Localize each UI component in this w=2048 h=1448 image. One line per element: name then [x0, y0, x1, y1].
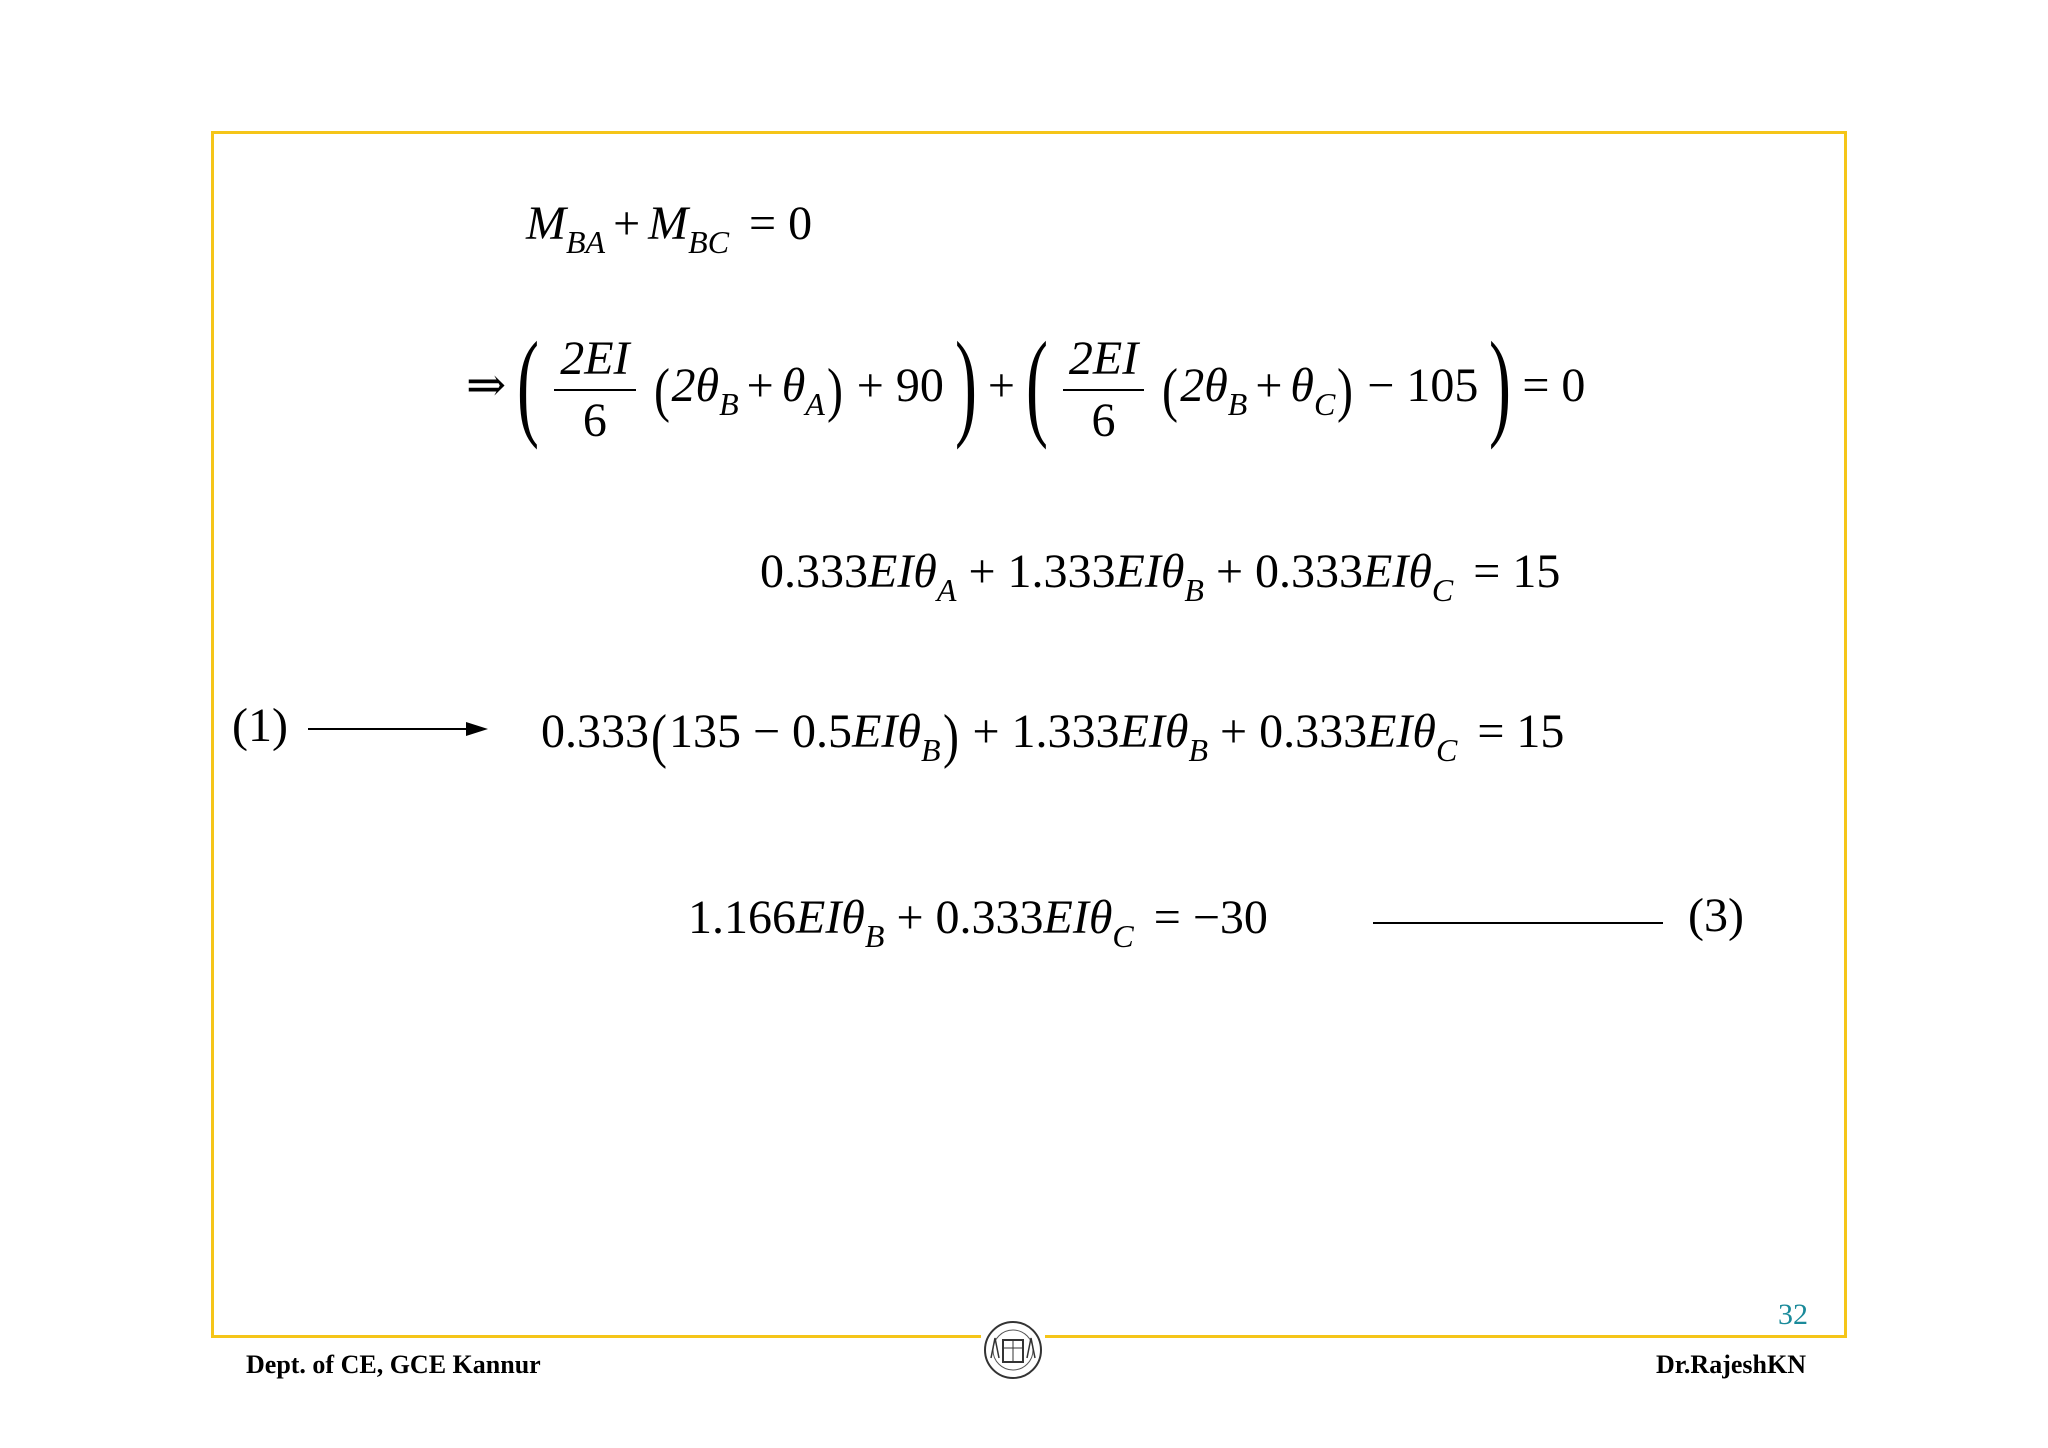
variable: EIθ: [1119, 705, 1189, 759]
coefficient: + 1.333: [972, 705, 1120, 759]
fraction-numerator: 2EI: [554, 335, 635, 391]
coefficient: + 0.333: [1220, 705, 1368, 759]
fraction-denominator: 6: [582, 394, 607, 447]
coefficient: 0.333: [760, 545, 868, 598]
close-paren: ): [1337, 357, 1354, 423]
open-paren: (: [1025, 317, 1048, 450]
equation-combined: [760, 545, 1568, 608]
close-paren: ): [826, 357, 843, 423]
equation-expanded: [466, 317, 1586, 450]
operator: +: [613, 197, 641, 250]
subscript: B: [920, 732, 941, 769]
inner-expression: 135 − 0.5: [668, 705, 853, 759]
subscript: C: [1313, 386, 1336, 423]
subscript: A: [805, 386, 825, 423]
theta: θ: [1290, 359, 1314, 413]
college-logo-icon: [981, 1318, 1045, 1382]
fraction: [554, 332, 635, 447]
fraction-denominator: 6: [1091, 394, 1116, 447]
subscript: B: [864, 918, 885, 954]
open-paren: (: [1162, 357, 1179, 423]
coefficient: + 0.333: [1215, 545, 1364, 598]
page-number: 32: [1778, 1298, 1808, 1331]
footer-department: Dept. of CE, GCE Kannur: [246, 1350, 541, 1379]
rhs: = −30: [1153, 891, 1268, 944]
subscript: B: [1188, 732, 1208, 769]
close-paren: ): [954, 317, 977, 450]
coefficient: 0.333: [541, 705, 649, 759]
equation-moment-sum: [526, 197, 820, 260]
close-paren: ): [1489, 317, 1512, 450]
symbol-m: M: [526, 197, 566, 250]
subscript: C: [1431, 572, 1454, 608]
subscript: C: [1435, 732, 1458, 769]
subscript: BA: [565, 224, 606, 260]
operator: +: [987, 359, 1015, 413]
rhs: = 0: [1522, 359, 1586, 413]
variable: EIθ: [868, 545, 937, 598]
equation-tag-3: (3): [1688, 889, 1744, 942]
variable: EIθ: [796, 891, 865, 944]
variable: EIθ: [1367, 705, 1436, 759]
footer-author: Dr.RajeshKN: [1656, 1350, 1806, 1379]
equation-reference-1: (1): [232, 699, 288, 752]
rhs: = 15: [1473, 545, 1561, 598]
subscript: B: [1227, 386, 1248, 423]
coefficient: + 0.333: [896, 891, 1044, 944]
variable: EIθ: [852, 705, 921, 759]
constant: + 90: [856, 359, 944, 413]
subscript: B: [1184, 572, 1204, 608]
term: 2θ: [1180, 359, 1228, 413]
variable: EIθ: [1115, 545, 1185, 598]
coefficient: 1.166: [688, 891, 796, 944]
variable: EIθ: [1043, 891, 1113, 944]
subscript: C: [1112, 918, 1134, 954]
rhs: = 15: [1477, 705, 1565, 759]
arrow-line: [308, 728, 468, 730]
rhs: = 0: [749, 197, 813, 250]
operator: +: [1255, 359, 1283, 413]
implies-symbol: ⇒: [466, 359, 507, 413]
subscript: A: [936, 572, 957, 608]
equation-result-3: [688, 891, 1276, 954]
variable: EIθ: [1363, 545, 1432, 598]
fraction-numerator: 2EI: [1063, 335, 1144, 391]
term: 2θ: [671, 359, 720, 413]
coefficient: + 1.333: [968, 545, 1116, 598]
equation-tag-line: [1373, 922, 1663, 924]
arrow-right-icon: [466, 722, 488, 736]
open-paren: (: [653, 357, 670, 423]
theta: θ: [781, 359, 806, 413]
subscript: BC: [688, 224, 730, 260]
operator: +: [746, 359, 774, 413]
open-paren: (: [650, 703, 667, 769]
close-paren: ): [942, 703, 959, 769]
fraction: [1063, 332, 1144, 447]
symbol-m: M: [648, 197, 689, 250]
constant: − 105: [1367, 359, 1479, 413]
subscript: B: [719, 386, 739, 423]
open-paren: (: [517, 317, 540, 450]
equation-substituted: [541, 703, 1572, 769]
